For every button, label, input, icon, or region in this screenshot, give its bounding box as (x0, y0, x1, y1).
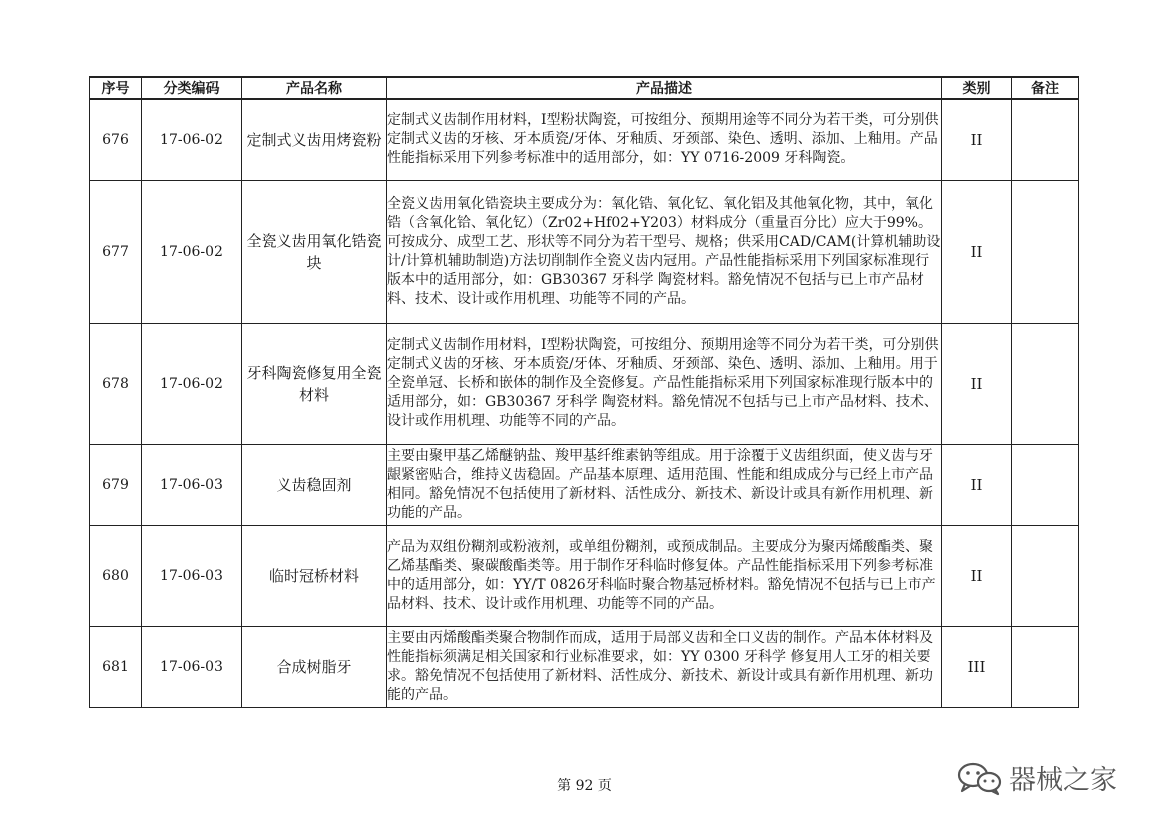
row-desc: 定制式义齿制作用材料，I型粉状陶瓷，可按组分、预期用途等不同分为若干类，可分别供定制式义齿的牙核、牙本质瓷/牙体、牙釉质、牙颈部、染色、透明、添加、上釉用。用于全瓷单冠、长桥和嵌体的制作及全瓷修复。产品性能指标采用下列国家标准现行版本中的适用部分，如：GB30367 牙科学 陶瓷材料。豁免情况不包括与已上市产品材料、技术、设计或作用机理、功能等不同的产品。 (387, 323, 942, 444)
row-note (1012, 323, 1079, 444)
watermark (955, 758, 1117, 797)
header-note: 备注 (1012, 77, 1079, 99)
row-seq: 680 (90, 525, 142, 626)
row-name: 义齿稳固剂 (242, 444, 387, 525)
row-note (1012, 626, 1079, 707)
wechat-logo-icon (955, 760, 1005, 796)
row-seq: 676 (90, 99, 142, 180)
table-row (90, 626, 1079, 707)
row-code: 17-06-02 (142, 99, 242, 180)
row-name: 全瓷义齿用氧化锆瓷块 (242, 180, 387, 323)
row-desc: 产品为双组份糊剂或粉液剂，或单组份糊剂，或预成制品。主要成分为聚丙烯酸酯类、聚乙烯基酯类、聚碳酸酯类等。用于制作牙科临时修复体。产品性能指标采用下列参考标准中的适用部分，如：YY/T 0826牙科临时聚合物基冠桥材料。豁免情况不包括与已上市产品材料、技术、设计或作用机理、功能等不同的产品。 (387, 525, 942, 626)
row-name: 合成树脂牙 (242, 626, 387, 707)
watermark-text: 器械之家 (1009, 765, 1117, 796)
row-class: II (942, 444, 1012, 525)
table-row (90, 525, 1079, 626)
header-name: 产品名称 (242, 77, 387, 99)
header-seq: 序号 (90, 77, 142, 99)
row-code: 17-06-03 (142, 444, 242, 525)
row-seq: 679 (90, 444, 142, 525)
row-class: III (942, 626, 1012, 707)
table-row (90, 180, 1079, 323)
row-code: 17-06-03 (142, 626, 242, 707)
row-desc: 定制式义齿制作用材料，I型粉状陶瓷，可按组分、预期用途等不同分为若干类，可分别供定制式义齿的牙核、牙本质瓷/牙体、牙釉质、牙颈部、染色、透明、添加、上釉用。产品性能指标采用下列参考标准中的适用部分，如：YY 0716-2009 牙科陶瓷。 (387, 99, 942, 180)
page-number: 第 92 页 (557, 778, 612, 794)
table-row (90, 323, 1079, 444)
row-class: II (942, 99, 1012, 180)
header-desc: 产品描述 (387, 77, 942, 99)
catalog-table (89, 76, 1079, 708)
row-note (1012, 444, 1079, 525)
row-class: II (942, 525, 1012, 626)
row-class: II (942, 323, 1012, 444)
row-desc: 主要由聚甲基乙烯醚钠盐、羧甲基纤维素钠等组成。用于涂覆于义齿组织面，使义齿与牙龈紧密贴合，维持义齿稳固。产品基本原理、适用范围、性能和组成成分与已经上市产品相同。豁免情况不包括使用了新材料、活性成分、新技术、新设计或具有新作用机理、新功能的产品。 (387, 444, 942, 525)
row-note (1012, 525, 1079, 626)
row-name: 临时冠桥材料 (242, 525, 387, 626)
row-note (1012, 180, 1079, 323)
row-name: 定制式义齿用烤瓷粉 (242, 99, 387, 180)
table-row (90, 444, 1079, 525)
row-code: 17-06-02 (142, 323, 242, 444)
header-row (90, 77, 1079, 99)
row-seq: 681 (90, 626, 142, 707)
table-row (90, 99, 1079, 180)
row-code: 17-06-02 (142, 180, 242, 323)
row-seq: 678 (90, 323, 142, 444)
row-seq: 677 (90, 180, 142, 323)
row-class: II (942, 180, 1012, 323)
header-code: 分类编码 (142, 77, 242, 99)
row-code: 17-06-03 (142, 525, 242, 626)
row-name: 牙科陶瓷修复用全瓷材料 (242, 323, 387, 444)
row-desc: 主要由丙烯酸酯类聚合物制作而成，适用于局部义齿和全口义齿的制作。产品本体材料及性能指标须满足相关国家和行业标准要求，如：YY 0300 牙科学 修复用人工牙的相关要求。豁免情况不包括使用了新材料、活性成分、新技术、新设计或具有新作用机理、新功能的产品。 (387, 626, 942, 707)
row-note (1012, 99, 1079, 180)
row-desc: 全瓷义齿用氧化锆瓷块主要成分为：氧化锆、氧化钇、氧化铝及其他氧化物，其中，氧化锆（含氧化铪、氧化钇）（Zr02+Hf02+Y203）材料成分（重量百分比）应大于99%。可按成分、成型工艺、形状等不同分为若干型号、规格；供采用CAD/CAM(计算机辅助设计/计算机辅助制造)方法切削制作全瓷义齿内冠用。产品性能指标采用下列国家标准现行版本中的适用部分，如：GB30367 牙科学 陶瓷材料。豁免情况不包括与已上市产品材料、技术、设计或作用机理、功能等不同的产品。 (387, 180, 942, 323)
header-cls: 类别 (942, 77, 1012, 99)
